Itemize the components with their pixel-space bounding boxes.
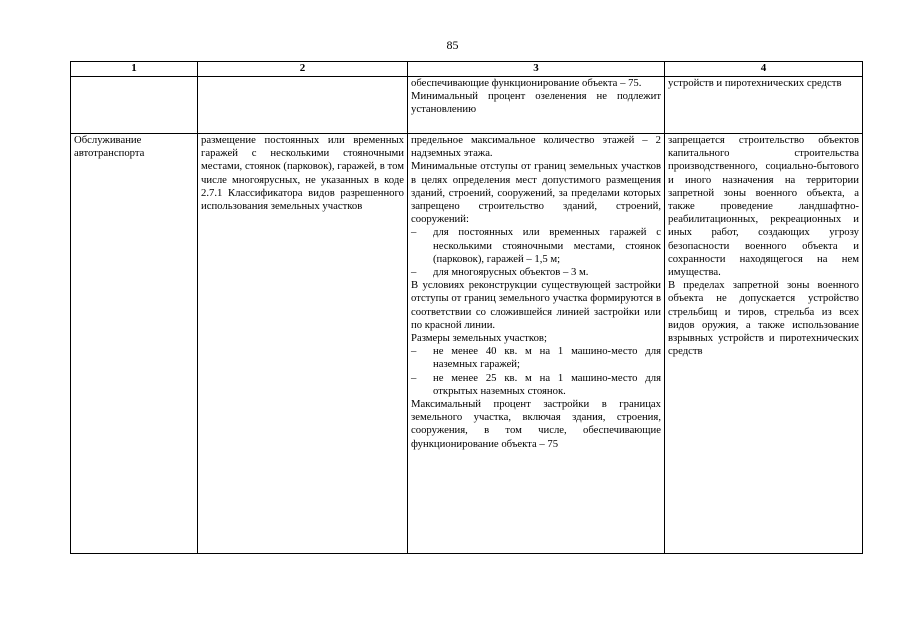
reconstruction-text: В условиях реконструкции существующей застройки отступы от границ земельного участка формируются в соответствии со сложившейся линией застройки или по красной линии. (411, 279, 661, 331)
table-row (71, 134, 863, 554)
table-header-row (71, 62, 863, 77)
min-setbacks-text: Минимальные отступы от границ земельных участков в целях определения мест допустимого размещения зданий, строений, сооружений, за пределами которых запрещено строительство зданий, строений, сооружений: (411, 160, 661, 226)
land-use-regulations-table (70, 61, 863, 554)
row2-use-description: размещение постоянных или временных гаражей с несколькими стояночными местами, стоянок (парковок), гаражей, в том числе многоярусных, не указанных в коде 2.7.1 Классификатора видов разрешенного использования земельных участков (198, 134, 408, 554)
column-header-3: 3 (408, 62, 665, 77)
column-header-2: 2 (198, 62, 408, 77)
setback-item-garages: – для постоянных или временных гаражей с несколькими стояночными местами, стоянок (парковок), гаражей – 1,5 м; (411, 226, 661, 266)
column-header-4: 4 (665, 62, 863, 77)
page-number: 85 (446, 38, 459, 52)
row1-use-description (198, 77, 408, 134)
restriction-text-2: В пределах запретной зоны военного объекта не допускается устройство стрельбищ и тиров, стрельба из всех видов оружия, а также использование взрывных устройств и пиротехнических средств (668, 279, 859, 358)
plot-size-item-open-parking: – не менее 25 кв. м на 1 машино-место для открытых наземных стоянок. (411, 372, 661, 398)
column-header-1: 1 (71, 62, 198, 77)
restriction-text-1: запрещается строительство объектов капитального строительства производственного, социально-бытового и иного назначения на территории запретной зоны военного объекта, а также проведение ландшафтно-реабилитационных, рекреационных и иных работ, создающих угрозу безопасности военного объекта и сохранности находящегося на нем имущества. (668, 134, 859, 279)
max-coverage-text: Максимальный процент застройки в границах земельного участка, включая здания, строения, сооружения, в том числе, обеспечивающие функционирование объекта – 75 (411, 398, 661, 450)
row1-parameters-line-2: Минимальный процент озеленения не подлежит установлению (411, 90, 661, 116)
row2-restrictions (665, 134, 863, 554)
table-row (71, 77, 863, 134)
max-floors-text: предельное максимальное количество этажей – 2 надземных этажа. (411, 134, 661, 160)
row1-parameters-line-1: обеспечивающие функционирование объекта – 75. (411, 77, 642, 89)
row2-parameters (408, 134, 665, 554)
plot-sizes-heading: Размеры земельных участков; (411, 332, 547, 345)
plot-size-item-ground-garages: – не менее 40 кв. м на 1 машино-место для наземных гаражей; (411, 345, 661, 371)
row1-restrictions: устройств и пиротехнических средств (665, 77, 863, 134)
row1-use-name (71, 77, 198, 134)
setback-item-multilevel: – для многоярусных объектов – 3 м. (411, 266, 661, 279)
row1-parameters (408, 77, 665, 134)
row2-use-name: Обслуживание автотранспорта (71, 134, 198, 554)
